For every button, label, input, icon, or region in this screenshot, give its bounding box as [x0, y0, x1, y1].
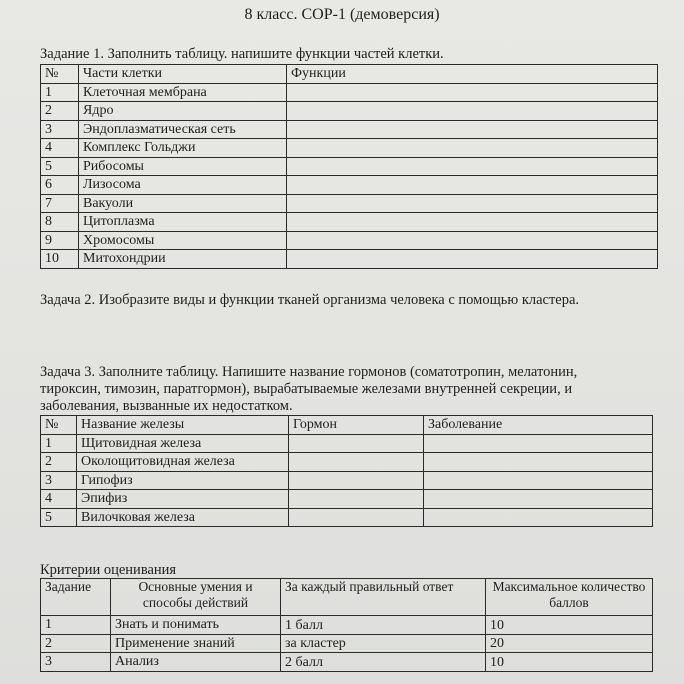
per-answer-score: 1 балл [281, 616, 486, 635]
column-header-number: № [41, 416, 77, 435]
glands-table [40, 415, 653, 527]
table-row [41, 157, 658, 176]
column-header-per-answer: За каждый правильный ответ [281, 579, 486, 616]
hormone-answer-cell[interactable] [289, 471, 424, 490]
cell-part-name: Лизосома [79, 176, 287, 195]
function-answer-cell[interactable] [287, 139, 658, 158]
hormone-answer-cell[interactable] [289, 508, 424, 527]
task-number: 2 [41, 634, 111, 653]
function-answer-cell[interactable] [287, 120, 658, 139]
table-row [41, 194, 658, 213]
row-number: 2 [41, 102, 79, 121]
task-number: 3 [41, 653, 111, 672]
row-number: 1 [41, 434, 77, 453]
hormone-answer-cell[interactable] [289, 490, 424, 509]
page-title: 8 класс. СОР-1 (демоверсия) [244, 6, 440, 23]
column-header-gland-name: Название железы [77, 416, 289, 435]
hormone-answer-cell[interactable] [289, 434, 424, 453]
task3-text-line-1: Задача 3. Заполните таблицу. Напишите название гормонов (соматотропин, мелатонин, [40, 364, 578, 380]
row-number: 4 [41, 490, 77, 509]
table-header-row [41, 65, 658, 84]
table-header-row [41, 579, 653, 616]
cell-part-name: Клеточная мембрана [79, 83, 287, 102]
hormone-answer-cell[interactable] [289, 453, 424, 472]
gland-name: Вилочковая железа [77, 508, 289, 527]
table-row [41, 634, 653, 653]
disease-answer-cell[interactable] [424, 490, 653, 509]
skill-name: Применение знаний [111, 634, 281, 653]
cell-part-name: Ядро [79, 102, 287, 121]
task-number: 1 [41, 616, 111, 635]
per-answer-score: за кластер [281, 634, 486, 653]
gland-name: Околощитовидная железа [77, 453, 289, 472]
task2-text: Задача 2. Изобразите виды и функции тканей организма человека с помощью кластера. [40, 292, 580, 308]
disease-answer-cell[interactable] [424, 508, 653, 527]
row-number: 5 [41, 508, 77, 527]
table-row [41, 213, 658, 232]
function-answer-cell[interactable] [287, 83, 658, 102]
function-answer-cell[interactable] [287, 102, 658, 121]
row-number: 8 [41, 213, 79, 232]
table-header-row [41, 416, 653, 435]
table-row [41, 508, 653, 527]
cell-part-name: Митохондрии [79, 250, 287, 269]
cell-part-name: Комплекс Гольджи [79, 139, 287, 158]
disease-answer-cell[interactable] [424, 453, 653, 472]
table-row [41, 453, 653, 472]
table-row [41, 176, 658, 195]
cell-part-name: Вакуоли [79, 194, 287, 213]
cell-part-name: Эндоплазматическая сеть [79, 120, 287, 139]
function-answer-cell[interactable] [287, 250, 658, 269]
cell-parts-table [40, 64, 658, 269]
column-header-task: Задание [41, 579, 111, 616]
disease-answer-cell[interactable] [424, 471, 653, 490]
disease-answer-cell[interactable] [424, 434, 653, 453]
task1-heading: Задание 1. Заполнить таблицу. напишите функции частей клетки. [40, 46, 444, 62]
row-number: 9 [41, 231, 79, 250]
function-answer-cell[interactable] [287, 194, 658, 213]
table-row [41, 250, 658, 269]
criteria-table [40, 578, 653, 672]
gland-name: Щитовидная железа [77, 434, 289, 453]
table-row [41, 83, 658, 102]
function-answer-cell[interactable] [287, 176, 658, 195]
column-header-functions: Функции [287, 65, 658, 84]
max-score: 20 [486, 634, 653, 653]
column-header-disease: Заболевание [424, 416, 653, 435]
cell-part-name: Цитоплазма [79, 213, 287, 232]
function-answer-cell[interactable] [287, 213, 658, 232]
max-score: 10 [486, 616, 653, 635]
skill-name: Знать и понимать [111, 616, 281, 635]
per-answer-score: 2 балл [281, 653, 486, 672]
row-number: 4 [41, 139, 79, 158]
column-header-number: № [41, 65, 79, 84]
function-answer-cell[interactable] [287, 157, 658, 176]
table-row [41, 102, 658, 121]
task3-text-line-2: тироксин, тимозин, паратгормон), вырабатываемые железами внутренней секреции, и [40, 381, 573, 397]
table-row [41, 120, 658, 139]
cell-part-name: Хромосомы [79, 231, 287, 250]
table-row [41, 616, 653, 635]
max-score: 10 [486, 653, 653, 672]
table-row [41, 139, 658, 158]
row-number: 3 [41, 471, 77, 490]
function-answer-cell[interactable] [287, 231, 658, 250]
column-header-cell-parts: Части клетки [79, 65, 287, 84]
gland-name: Гипофиз [77, 471, 289, 490]
criteria-heading: Критерии оценивания [40, 562, 177, 578]
table-row [41, 490, 653, 509]
table-row [41, 653, 653, 672]
task3-text-line-3: заболевания, вызванные их недостатком. [40, 398, 293, 414]
table-row [41, 471, 653, 490]
row-number: 10 [41, 250, 79, 269]
column-header-max-score: Максимальное количество баллов [486, 579, 653, 616]
table-row [41, 231, 658, 250]
row-number: 2 [41, 453, 77, 472]
row-number: 6 [41, 176, 79, 195]
row-number: 7 [41, 194, 79, 213]
table-row [41, 434, 653, 453]
row-number: 1 [41, 83, 79, 102]
column-header-hormone: Гормон [289, 416, 424, 435]
gland-name: Эпифиз [77, 490, 289, 509]
column-header-skills: Основные умения и способы действий [111, 579, 281, 616]
row-number: 3 [41, 120, 79, 139]
cell-part-name: Рибосомы [79, 157, 287, 176]
skill-name: Анализ [111, 653, 281, 672]
row-number: 5 [41, 157, 79, 176]
